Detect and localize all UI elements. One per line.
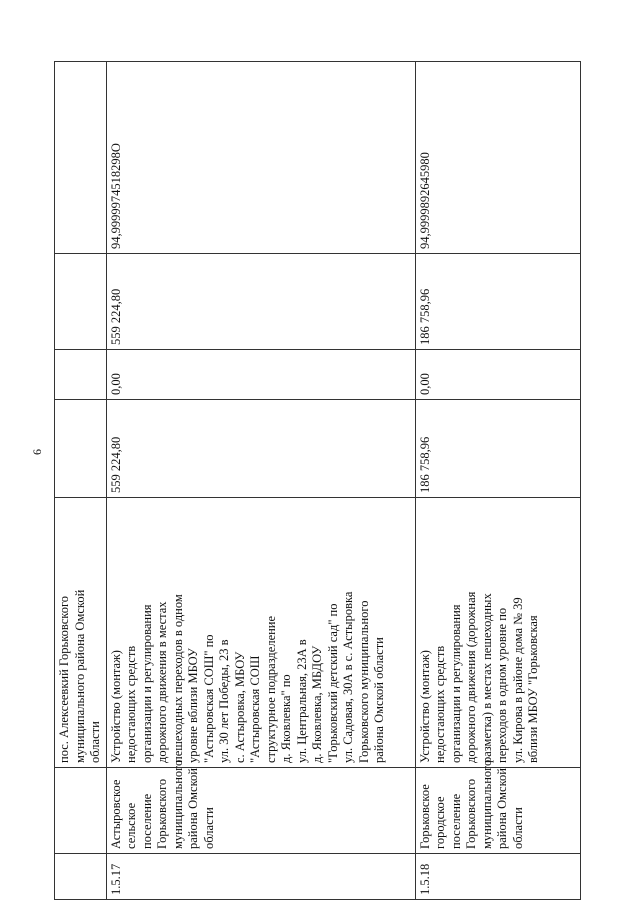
cell-amount-zero: 0,00 bbox=[415, 350, 580, 400]
cell-amount-second: 559 224,80 bbox=[106, 254, 415, 350]
cell-amount-zero bbox=[55, 350, 107, 400]
description-line: пос. Алексеевкий Горьковского bbox=[57, 595, 71, 763]
table-row bbox=[55, 62, 107, 900]
cell-description: Устройство (монтаж) недостающих средств организации и регулирования дорожного движения в местах пешеходных переходов в одном уровне вблизи МБОУ "Астыровская СОШ" по ул. 30 лет Победы, 23 в с. Астыровка, МБОУ "Астыровская СОШ структурное подразделение д. Яковлевка" по ул. Центральная, 23А в д. Яковлевка, МБДОУ "Горьковский детский сад" по ул. Садовая, 30А в с. Астыровка Горьковского муниципального района Омской области bbox=[106, 498, 415, 768]
cell-amount-second bbox=[55, 254, 107, 350]
cell-description bbox=[55, 498, 107, 768]
cell-percent bbox=[55, 62, 107, 254]
cell-amount-second: 186 758,96 bbox=[415, 254, 580, 350]
cell-no: 1.5.18 bbox=[415, 854, 580, 900]
table-row bbox=[415, 62, 580, 900]
cell-no: 1.5.17 bbox=[106, 854, 415, 900]
cell-municipality: Горьковское городское поселение Горьковского муниципального района Омской области bbox=[415, 768, 580, 854]
description-line: муниципального района Омской bbox=[72, 589, 87, 763]
rotated-table-container bbox=[54, 62, 557, 900]
cell-amount-total: 559 224,80 bbox=[106, 400, 415, 498]
cell-municipality bbox=[55, 768, 107, 854]
cell-amount-total bbox=[55, 400, 107, 498]
cell-municipality: Астыровское сельское поселение Горьковского муниципального района Омской области bbox=[106, 768, 415, 854]
cell-percent: 94,9999892645980 bbox=[415, 62, 580, 254]
cell-percent: 94,9999974518298О bbox=[106, 62, 415, 254]
cell-no bbox=[55, 854, 107, 900]
data-table bbox=[54, 61, 581, 900]
cell-amount-total: 186 758,96 bbox=[415, 400, 580, 498]
description-line: области bbox=[88, 721, 102, 763]
page-number: 6 bbox=[30, 449, 44, 455]
cell-amount-zero: 0,00 bbox=[106, 350, 415, 400]
cell-description: Устройство (монтаж) недостающих средств организации и регулирования дорожного движения (дорожная разметка) в местах пешеходных переходов в одном уровне по ул. Кирова в районе дома № 39 вблизи МБОУ "Горьковская bbox=[415, 498, 580, 768]
table-row bbox=[106, 62, 415, 900]
